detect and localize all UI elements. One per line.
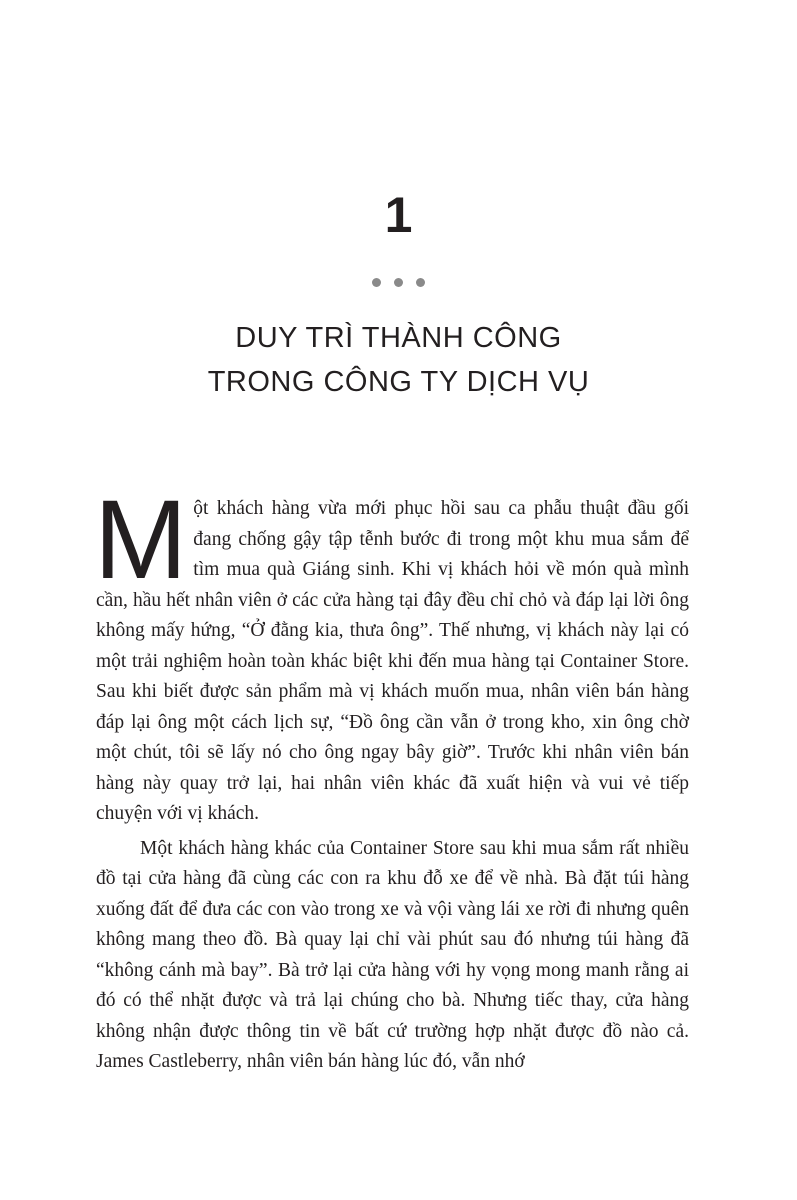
ornament-dot: [394, 278, 403, 287]
chapter-title-line-1: DUY TRÌ THÀNH CÔNG: [235, 322, 562, 354]
drop-cap: M: [94, 477, 188, 602]
ornament-dot: [416, 278, 425, 287]
paragraph-1-text: ột khách hàng vừa mới phục hồi sau ca phẫu thuật đầu gối đang chống gậy tập tễnh bước đi trong một khu mua sắm để tìm mua quà Giáng sinh. Khi vị khách hỏi về món quà mình cần, hầu hết nhân viên ở các cửa hàng tại đây đều chỉ chỏ và đáp lại lời ông không mấy hứng, “Ở đằng kia, thưa ông”. Thế nhưng, vị khách này lại có một trải nghiệm hoàn toàn khác biệt khi đến mua hàng tại Container Store. Sau khi biết được sản phẩm mà vị khách muốn mua, nhân viên bán hàng đáp lại ông một cách lịch sự, “Đồ ông cần vẫn ở trong kho, xin ông chờ một chút, tôi sẽ lấy nó cho ông ngay bây giờ”. Trước khi nhân viên bán hàng này quay trở lại, hai nhân viên khác đã xuất hiện và vui vẻ tiếp chuyện với vị khách.: [96, 498, 689, 824]
chapter-title-line-2: TRONG CÔNG TY DỊCH VỤ: [207, 366, 590, 398]
ornament-dot: [372, 278, 381, 287]
paragraph-2: Một khách hàng khác của Container Store sau khi mua sắm rất nhiều đồ tại cửa hàng đã cùng các con ra khu đỗ xe để về nhà. Bà đặt túi hàng xuống đất để đưa các con vào trong xe và vội vàng lái xe rời đi nhưng quên không mang theo đồ. Bà quay lại chỉ vài phút sau đó nhưng túi hàng đã “không cánh mà bay”. Bà trở lại cửa hàng với hy vọng mong manh rằng ai đó có thể nhặt được và trả lại chúng cho bà. Nhưng tiếc thay, cửa hàng không nhận được thông tin về bất cứ trường hợp nhặt được đồ nào cả. James Castleberry, nhân viên bán hàng lúc đó, vẫn nhớ: [96, 837, 689, 1072]
chapter-title: [0, 316, 797, 404]
body-text: [94, 477, 689, 1078]
paragraph-1: [94, 477, 689, 830]
ornament-dots: [0, 278, 797, 287]
chapter-number: 1: [384, 187, 413, 243]
